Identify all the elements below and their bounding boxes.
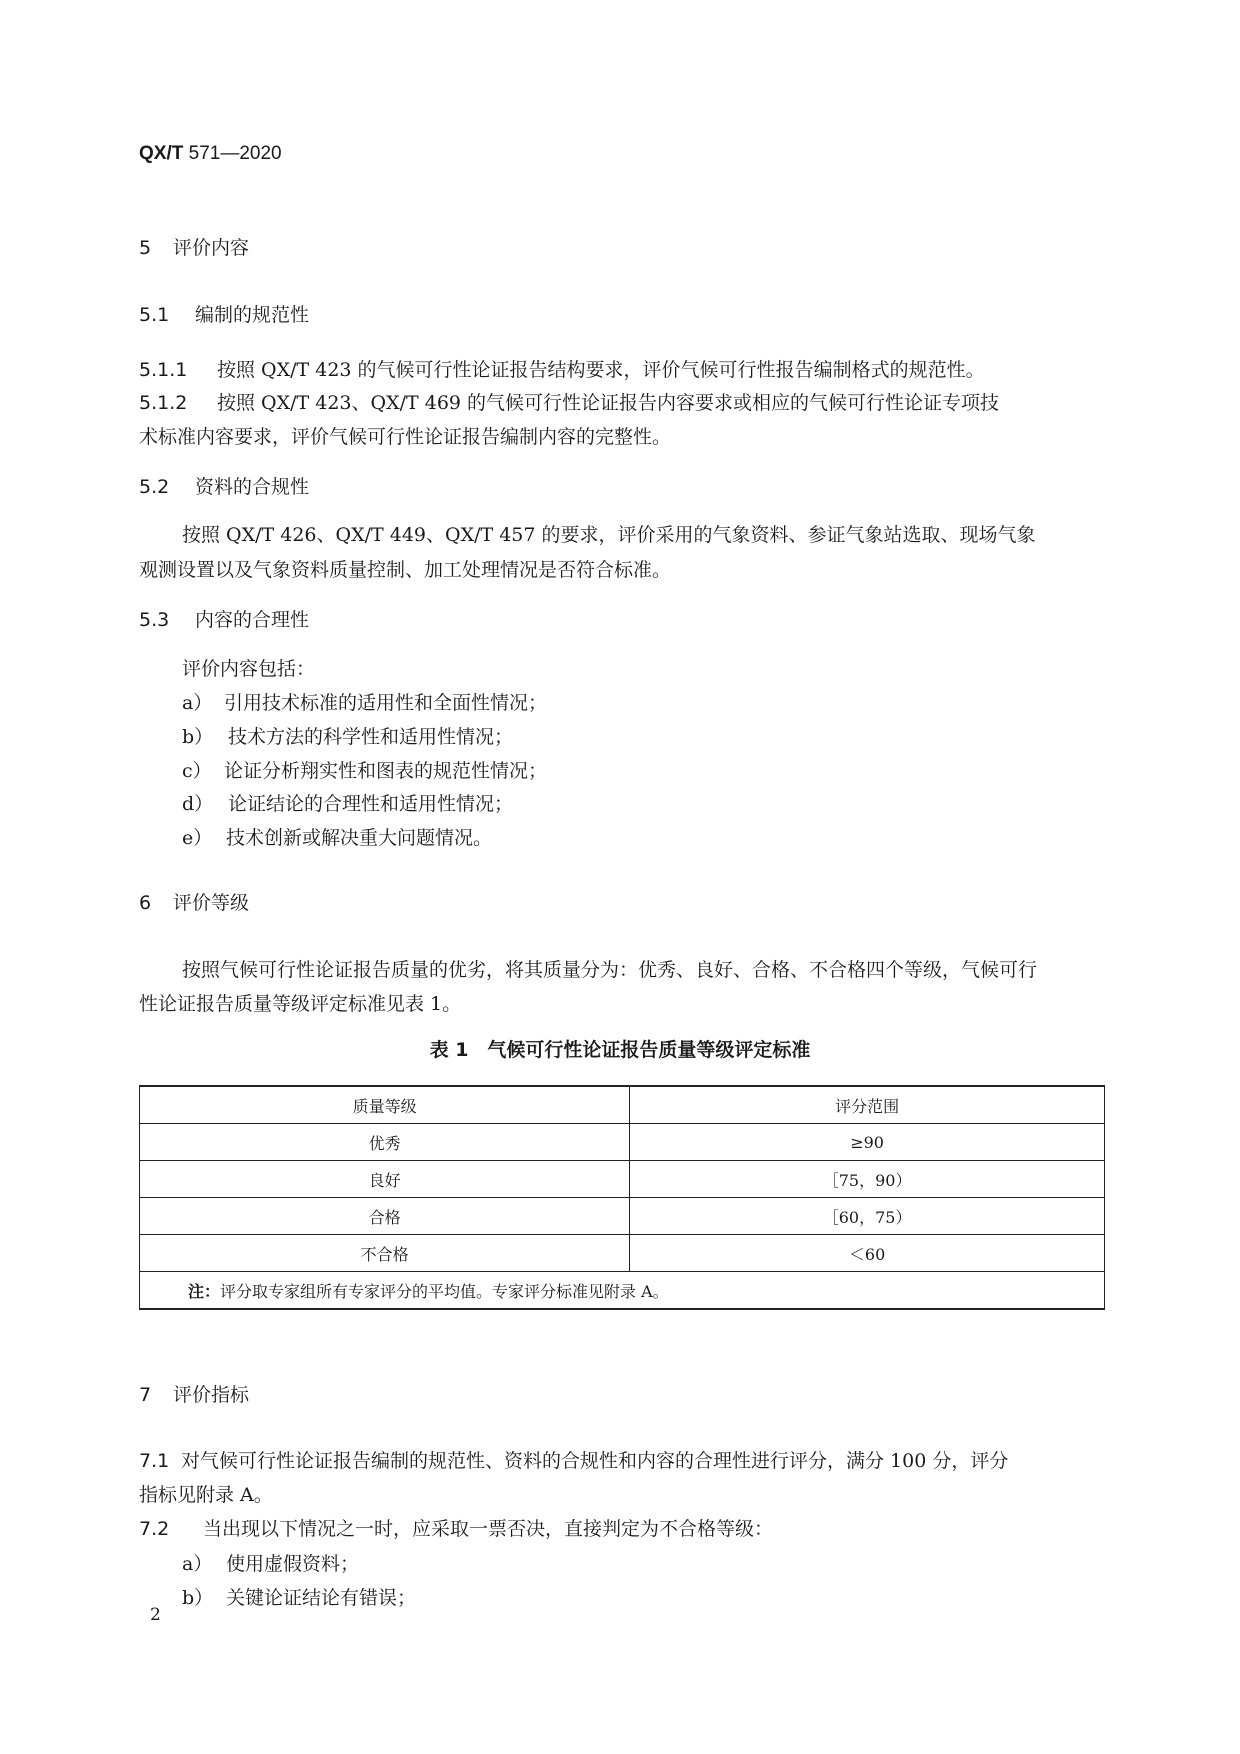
table-cell: 良好 xyxy=(140,1161,630,1198)
column-header: 质量等级 xyxy=(140,1086,630,1124)
section-5-2-para-line1: 按照 QX/T 426、QX/T 449、QX/T 457 的要求，评价采用的气象资料、参证气象站选取、现场气象 xyxy=(182,524,1036,546)
section-5-heading: 5 评价内容 xyxy=(139,237,250,259)
clause-5-1-2: 5.1.2 按照 QX/T 423、QX/T 469 的气候可行性论证报告内容要求或相应的气候可行性论证专项技 xyxy=(139,392,1000,414)
section-6-para-line2: 性论证报告质量等级评定标准见表 1。 xyxy=(139,993,462,1015)
note-text: 评分取专家组所有专家评分的平均值。专家评分标准见附录 A。 xyxy=(220,1281,669,1301)
section-6-heading: 6 评价等级 xyxy=(139,892,250,914)
section-6-para-line1: 按照气候可行性论证报告质量的优劣，将其质量分为：优秀、良好、合格、不合格四个等级，气候可行 xyxy=(182,959,1038,981)
table-row xyxy=(140,1124,1105,1161)
list-item: a） 引用技术标准的适用性和全面性情况； xyxy=(182,692,548,714)
table-row xyxy=(140,1235,1105,1272)
list-item: b） 关键论证结论有错误； xyxy=(182,1587,417,1609)
clause-5-1-1: 5.1.1 按照 QX/T 423 的气候可行性论证报告结构要求，评价气候可行性报告编制格式的规范性。 xyxy=(139,359,985,381)
table-cell: 合格 xyxy=(140,1198,630,1235)
clause-7-1: 7.1 对气候可行性论证报告编制的规范性、资料的合规性和内容的合理性进行评分，满分 100 分，评分 xyxy=(139,1450,1009,1472)
section-5-2-para-line2: 观测设置以及气象资料质量控制、加工处理情况是否符合标准。 xyxy=(139,559,672,581)
clause-5-1-2-line2: 术标准内容要求，评价气候可行性论证报告编制内容的完整性。 xyxy=(139,426,672,448)
note-label: 注： xyxy=(188,1281,221,1301)
section-7-heading: 7 评价指标 xyxy=(139,1384,250,1406)
table-cell: ≥90 xyxy=(630,1124,1105,1161)
table-row xyxy=(140,1198,1105,1235)
table-header-row xyxy=(140,1086,1105,1124)
column-header: 评分范围 xyxy=(630,1086,1105,1124)
list-item: b） 技术方法的科学性和适用性情况； xyxy=(182,726,514,748)
clause-7-2: 7.2 当出现以下情况之一时，应采取一票否决，直接判定为不合格等级： xyxy=(139,1518,774,1540)
page-number: 2 xyxy=(150,1605,161,1625)
list-item: e） 技术创新或解决重大问题情况。 xyxy=(182,827,493,849)
list-item: c） 论证分析翔实性和图表的规范性情况； xyxy=(182,760,548,782)
clause-7-1-line2: 指标见附录 A。 xyxy=(139,1484,273,1506)
standard-code: QX/T 571—2020 xyxy=(139,143,282,164)
section-5-1-heading: 5.1 编制的规范性 xyxy=(139,304,310,326)
table-cell: ［60，75） xyxy=(630,1198,1105,1235)
grade-table xyxy=(139,1085,1105,1310)
section-5-2-heading: 5.2 资料的合规性 xyxy=(139,476,310,498)
list-item: a） 使用虚假资料； xyxy=(182,1553,360,1575)
section-5-3-intro: 评价内容包括： xyxy=(182,658,316,680)
table-row xyxy=(140,1161,1105,1198)
table-cell: ［75，90） xyxy=(630,1161,1105,1198)
table-note-row xyxy=(140,1272,1105,1310)
table-cell: ＜60 xyxy=(630,1235,1105,1272)
table-caption: 表 1 气候可行性论证报告质量等级评定标准 xyxy=(429,1039,811,1061)
list-item: d） 论证结论的合理性和适用性情况； xyxy=(182,793,514,815)
section-5-3-heading: 5.3 内容的合理性 xyxy=(139,609,310,631)
table-cell: 不合格 xyxy=(140,1235,630,1272)
table-note xyxy=(140,1272,1105,1310)
table-cell: 优秀 xyxy=(140,1124,630,1161)
